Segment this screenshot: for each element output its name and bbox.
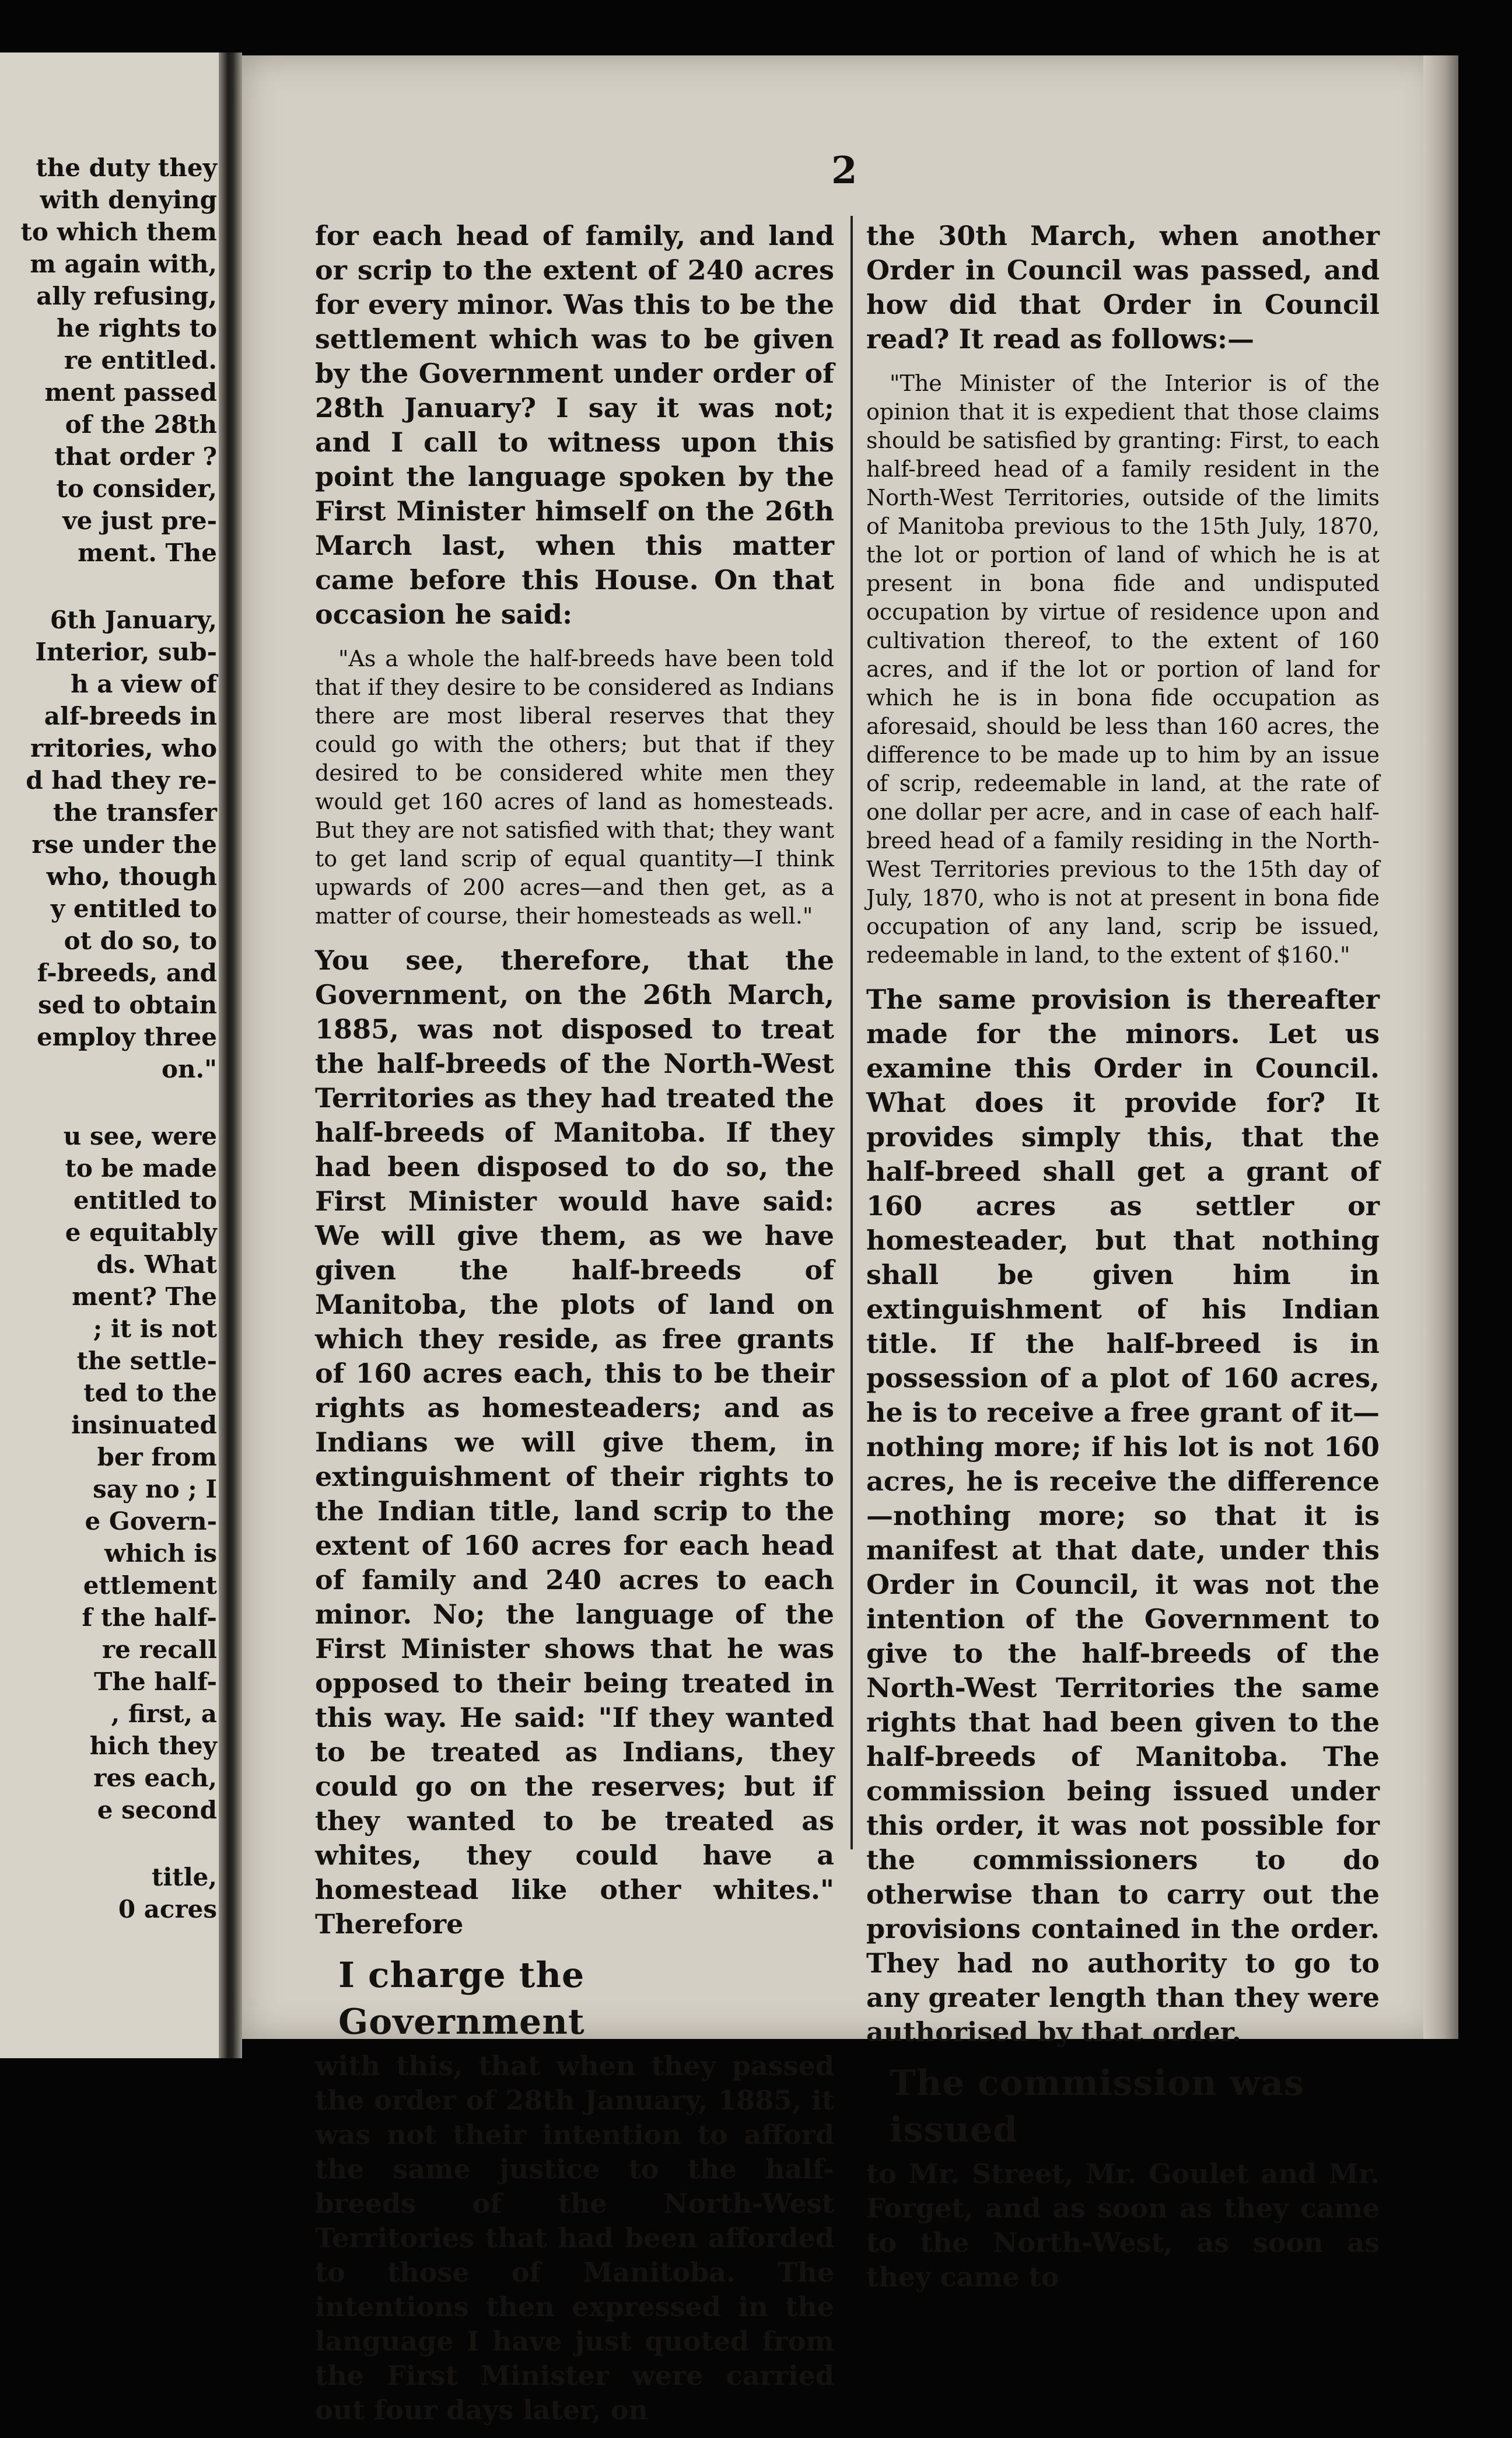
left-text-line: , first, a: [111, 1699, 217, 1728]
left-text-line: to be made: [65, 1154, 217, 1183]
left-text-line: to which them: [20, 218, 217, 246]
left-text-block-2: [0, 604, 217, 1085]
left-text-line: m again with,: [30, 250, 217, 278]
left-text-line: ment passed: [44, 378, 217, 407]
left-text-line: rritories, who: [30, 734, 217, 762]
column-left: [315, 219, 834, 2438]
left-text-line: rse under the: [32, 830, 217, 859]
left-text-line: ettlement: [83, 1571, 217, 1600]
column-divider: [850, 216, 853, 1849]
left-text-line: ted to the: [83, 1379, 217, 1407]
left-text-line: The half-: [94, 1667, 217, 1696]
left-text-line: ; it is not: [93, 1314, 217, 1343]
left-text-line: e Govern-: [85, 1507, 217, 1535]
left-text-line: to consider,: [56, 474, 217, 503]
section-heading: The commission was issued: [890, 2063, 1304, 2150]
left-text-line: Interior, sub-: [35, 638, 217, 666]
left-text-line: ber from: [97, 1443, 217, 1471]
left-text-line: of the 28th: [65, 410, 217, 439]
left-text-line: d had they re-: [26, 766, 217, 795]
page-number: 2: [831, 149, 858, 193]
left-text-line: the duty they: [36, 153, 217, 182]
block-quote: "As a whole the half-breeds have been told that if they desire to be considered as Indians there are most liberal reserves that they could go with the others; but that if they desired to be considered white men they would get 160 acres of land as homesteads. But they are not satisfied with that; they want to get land scrip of equal quantity—I think upwards of 200 acres—and then get, as a matter of course, their homesteads as well.": [315, 646, 834, 929]
paragraph: for each head of family, and land or scrip to the extent of 240 acres for every minor. Was this to be the settlement which was to be given by the Government under order of 28th January? I say it was not; and I call to witness upon this point the language spoken by the First Minister himself on the 26th March last, when this matter came before this House. On that occasion he said:: [315, 220, 834, 630]
paragraph: to Mr. Street, Mr. Goulet and Mr. Forget, and as soon as they came to the North-West, as soon as they came to: [866, 2158, 1380, 2293]
left-text-line: alf-breeds in: [44, 702, 217, 730]
left-text-line: ment? The: [72, 1282, 217, 1311]
left-text-line: f-breeds, and: [37, 959, 217, 987]
column-right: [866, 219, 1380, 2305]
left-text-line: h a view of: [71, 670, 217, 698]
left-text-line: insinuated: [71, 1411, 217, 1439]
left-text-line: ment. The: [78, 538, 217, 567]
left-text-line: who, though: [46, 862, 217, 891]
left-text-line: which is: [104, 1539, 217, 1568]
left-text-line: 6th January,: [50, 606, 217, 634]
left-text-line: he rights to: [57, 314, 217, 342]
left-text-line: on.": [161, 1055, 217, 1083]
left-text-line: re entitled.: [64, 346, 217, 375]
left-text-line: u see, were: [63, 1122, 217, 1150]
left-text-block-3: [0, 1120, 217, 1826]
left-text-line: 0 acres: [118, 1895, 217, 1923]
left-text-line: ds. What: [96, 1250, 217, 1279]
left-text-line: with denying: [40, 186, 217, 214]
left-text-block-4: [0, 1861, 217, 1925]
left-text-line: the settle-: [76, 1346, 217, 1375]
left-text-line: employ three: [36, 1023, 217, 1051]
left-text-line: f the half-: [82, 1603, 217, 1632]
left-text-line: res each,: [93, 1764, 217, 1792]
left-text-line: ve just pre-: [62, 506, 217, 535]
left-text-line: title,: [151, 1863, 217, 1891]
left-text-line: entitled to: [73, 1186, 217, 1215]
left-text-line: ally refusing,: [36, 282, 217, 310]
block-quote: "The Minister of the Interior is of the opinion that it is expedient that those claims should be satisfied by granting: First, to each half-breed head of a family resident in the North-West Territories, outside of the limits of Manitoba previous to the 15th July, 1870, the lot or portion of land of which he is at present in bona fide and undisputed occupation by virtue of residence upon and cultivation thereof, to the extent of 160 acres, and if the lot or portion of land for which he is in bona fide occupation as aforesaid, should be less than 160 acres, the difference to be made up to him by an issue of scrip, redeemable in land, at the rate of one dollar per acre, and in case of each half-breed head of a family residing in the North-West Territories previous to the 15th day of July, 1870, who is not at present in bona fide occupation of any land, scrip be issued, redeemable in land, to the extent of $160.": [866, 370, 1380, 968]
left-text-line: y entitled to: [50, 894, 217, 923]
left-text-block-1: [0, 152, 217, 569]
left-text-line: e second: [97, 1796, 217, 1824]
left-text-line: sed to obtain: [38, 991, 217, 1019]
paragraph: with this, that when they passed the order of 28th January, 1885, it was not their intention to afford the same justice to the half-breeds of the North-West Territories that had been afforded to those of Manitoba. The intentions then expressed in the language I have just quoted from the First Minister were carried out four days later, on: [315, 2050, 834, 2426]
left-text-line: that order ?: [54, 442, 217, 471]
page-edge: [1423, 55, 1458, 2039]
left-text-line: e equitably: [65, 1218, 217, 1247]
paragraph: the 30th March, when another Order in Council was passed, and how did that Order in Council read? It read as follows:—: [866, 220, 1380, 355]
left-text-line: ot do so, to: [64, 926, 217, 955]
paragraph: You see, therefore, that the Government, on the 26th March, 1885, was not disposed to treat the half-breeds of the North-West Territories as they had treated the half-breeds of Manitoba. If they had been disposed to do so, the First Minister would have said: We will give them, as we have given the half-breeds of Manitoba, the plots of land on which they reside, as free grants of 160 acres each, this to be their rights as homesteaders; and as Indians we will give them, in extinguishment of their rights to the Indian title, land scrip to the extent of 160 acres for each head of family and 240 acres to each minor. No; the language of the First Minister shows that he was opposed to their being treated in this way. He said: "If they wanted to be treated as Indians, they could go on the reserves; but if they wanted to be treated as whites, they could have a homestead like other whites." Therefore: [315, 945, 834, 1940]
left-text-line: hich they: [89, 1732, 217, 1760]
left-text-line: the transfer: [52, 798, 217, 827]
book-gutter: [219, 53, 242, 2058]
left-page-text: [0, 152, 217, 1925]
section-heading: I charge the Government: [338, 1955, 585, 2042]
left-text-line: say no ; I: [93, 1475, 217, 1503]
paragraph: The same provision is thereafter made for the minors. Let us examine this Order in Council. What does it provide for? It provides simply this, that the half-breed shall get a grant of 160 acres as settler or homesteader, but that nothing shall be given him in extinguishment of his Indian title. If the half-breed is in possession of a plot of 160 acres, he is to receive a free grant of it—nothing more; if his lot is not 160 acres, he is receive the difference—nothing more; so that it is manifest at that date, under this Order in Council, it was not the intention of the Government to give to the half-breeds of the North-West Territories the same rights that had been given to the half-breeds of Manitoba. The commission being issued under this order, it was not possible for the commissioners to do otherwise than to carry out the provisions contained in the order. They had no authority to go to any greater length than they were authorised by that order.: [866, 984, 1380, 2048]
left-text-line: re recall: [102, 1635, 217, 1664]
